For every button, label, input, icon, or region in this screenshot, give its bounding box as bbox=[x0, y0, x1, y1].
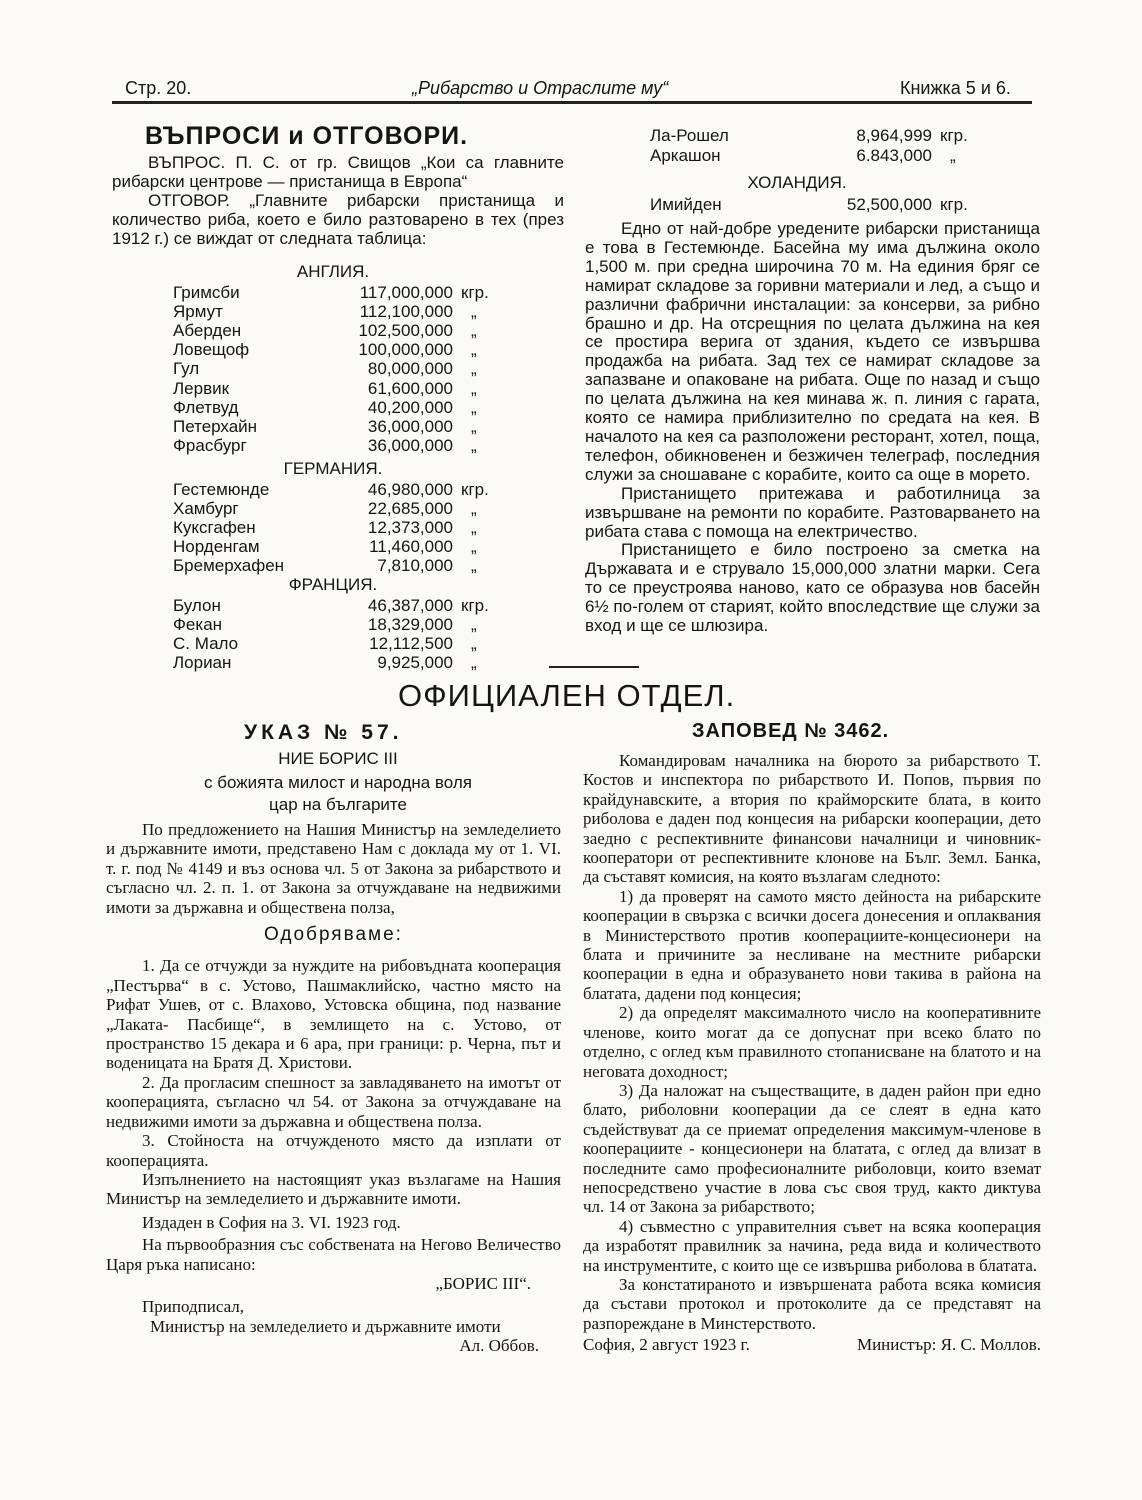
order-title: ЗАПОВЕД № 3462. bbox=[692, 720, 890, 742]
harbor-paragraph: Пристанището е било построено за сметка на Държавата и е струвало 15,000,000 златни марки. Сега то се преустроява наново, като се образува нов басейн 6½ по-голем от старият, който впоследствие ще служи за вход и ще се шлюзира. bbox=[585, 540, 1040, 636]
ditto-mark: „ bbox=[471, 359, 477, 379]
port-name: Хамбург bbox=[173, 499, 239, 519]
ditto-mark: „ bbox=[471, 518, 477, 538]
decree-countersigned: Приподписал, bbox=[142, 1297, 245, 1317]
port-amount: 100,000,000 bbox=[358, 340, 453, 360]
port-name: Имийден bbox=[650, 195, 722, 214]
unit-label: кгр. bbox=[461, 283, 489, 302]
port-name: Фекан bbox=[173, 615, 223, 635]
port-name: Гул bbox=[173, 359, 200, 379]
port-amount: 36,000,000 bbox=[367, 416, 453, 436]
ditto-mark: „ bbox=[471, 499, 477, 519]
qa-title: ВЪПРОСИ и ОТГОВОРИ. bbox=[145, 122, 469, 150]
decree-point: Изпълнението на настоящият указ възлагаме на Нашия Министър на земледелието и държавните имоти. bbox=[106, 1169, 561, 1209]
port-amount: 117,000,000 bbox=[359, 283, 453, 302]
decree-king: НИЕ БОРИС III bbox=[278, 749, 398, 768]
unit-label: кгр. bbox=[940, 195, 968, 214]
decree-signature: „БОРИС III“. bbox=[435, 1273, 531, 1293]
journal-title: „Рибарство и Отраслите му“ bbox=[412, 78, 669, 98]
port-amount: 9,925,000 bbox=[377, 653, 453, 673]
ditto-mark: „ bbox=[471, 556, 477, 576]
port-name: Аберден bbox=[173, 321, 242, 341]
decree-intro: По предложението на Нашия Министър на земледелието и държавните имоти, представено Нам с доклада му от 1. VI. т. г. под № 4149 и въз основа чл. 5 от Закона за рибарството и съгласно чл. 2. п. 1. от Закона за отчуждаване на недвижими имоти за държавна и обществена полза, bbox=[106, 820, 561, 917]
question-paragraph: ВЪПРОС. П. С. от гр. Свищов „Кои са главните рибарски центрове — пристанища в Европа“ bbox=[112, 153, 564, 191]
port-amount: 52,500,000 bbox=[846, 195, 932, 214]
decree-grace: с божията милост и народна воля bbox=[204, 773, 472, 792]
ditto-mark: „ bbox=[471, 340, 477, 360]
decree-point: 1. Да се отчужди за нуждите на рибовъдната кооперация „Пестърва“ в с. Устово, Пашмаклийско, частно място на Рифат Ушев, от с. Влахово, Устовска община, под название „Лаката- Пасбище“, в землището на с. Устово, от пространство 15 декара и 6 ара, при граници: р. Черна, път и воденицата на Братя Д. Христови. bbox=[106, 956, 561, 1073]
port-name: Норденгам bbox=[173, 537, 260, 557]
ditto-mark: „ bbox=[950, 146, 956, 165]
ditto-mark: „ bbox=[471, 397, 477, 417]
decree-body bbox=[106, 820, 561, 1356]
port-name: Ярмут bbox=[173, 302, 223, 322]
port-amount: 112,100,000 bbox=[359, 302, 453, 322]
port-amount: 6.843,000 bbox=[856, 146, 932, 165]
port-amount: 7,810,000 bbox=[377, 556, 453, 576]
decree-issued: Издаден в София на 3. VI. 1923 год. bbox=[142, 1212, 401, 1232]
harbor-paragraph: Едно от най-добре уредените рибарски пристанища е това в Гестемюнде. Басейна му има дължина около 1,500 м. при средна широчина 70 м. На единия бряг се намират складове за горивни материали и лед, а също и различни фабрични инсталации: за консерви, за рибно брашно и др. На отсрещния по целата дължина на кея се простира верига от здания, където се извършва продажба на рибата. Зад тех се намират складове за запазване и опаковане на рибата. Още по назад и също по целата дължина на кея минава ж. п. линия с гарата, която се намира приблизително по средата на кея. В началото на кея са разположени ресторант, хотел, поща, телефон, обикновенен и безжичен телеграф, последния служи за сношаване с корабите, които са още в морето. bbox=[585, 219, 1040, 484]
port-name: Куксгафен bbox=[173, 518, 256, 538]
decree-original: На първообразния със собствената на Негово Величество Царя ръка написано: bbox=[106, 1235, 561, 1274]
official-rule bbox=[549, 666, 639, 668]
port-name: Булон bbox=[173, 596, 221, 615]
order-point: 2) да определят максималното число на кооперативните членове, които могат да се допуснат при всеко блато по отделно, с оглед към правилното стопанисване на блатото и на неговата доходност; bbox=[583, 1003, 1041, 1081]
port-name: Ловещоф bbox=[173, 340, 250, 360]
port-name: Фрасбург bbox=[173, 435, 247, 455]
ditto-mark: „ bbox=[471, 435, 477, 455]
decree-minister-title: Министър на земледелието и държавните имоти bbox=[150, 1316, 501, 1336]
port-amount: 11,460,000 bbox=[369, 537, 453, 557]
answer-paragraph: ОТГОВОР. „Главните рибарски пристанища и количество риба, което е било разтоварено в тех (през 1912 г.) се виждат от следната таблица: bbox=[112, 190, 564, 248]
decree-point: 2. Да прогласим спешност за завладяването на имотът от кооперацията, съгласно чл 54. от Закона за отчуждаване на недвижими имоти за държавна и обществена полза. bbox=[106, 1072, 561, 1131]
official-section-title: ОФИЦИАЛЕН ОТДЕЛ. bbox=[398, 678, 736, 713]
order-place-date: София, 2 август 1923 г. bbox=[583, 1335, 750, 1355]
port-amount: 22,685,000 bbox=[367, 499, 453, 519]
ditto-mark: „ bbox=[471, 321, 477, 341]
port-name: Аркашон bbox=[650, 146, 721, 165]
order-point: За констатираното и извършената работа всяка комисия да състави протокол и протоколите да се представят на разпореждане в Минстерството. bbox=[583, 1274, 1041, 1333]
decree-tsar: цар на българите bbox=[269, 795, 407, 814]
issue-number: Книжка 5 и 6. bbox=[900, 78, 1011, 98]
port-amount: 61,600,000 bbox=[367, 378, 453, 398]
order-point: 4) съвместно с управителния съвет на всяка кооперация да изработят правилник за начина, реда вида и количеството на инструментите, с които ще се извършва риболова в блатата. bbox=[583, 1216, 1041, 1275]
country-heading: ХОЛАНДИЯ. bbox=[747, 173, 847, 192]
country-heading: ГЕРМАНИЯ. bbox=[283, 459, 383, 478]
ditto-mark: „ bbox=[471, 634, 477, 654]
ditto-mark: „ bbox=[471, 537, 477, 557]
port-amount: 36,000,000 bbox=[367, 435, 453, 455]
port-name: Лервик bbox=[173, 378, 230, 398]
port-amount: 102,500,000 bbox=[358, 321, 453, 341]
decree-preamble bbox=[112, 748, 564, 816]
order-signature: Министър: Я. С. Моллов. bbox=[856, 1335, 1041, 1355]
decree-point: 3. Стойноста на отчужденото място да изплати от кооперацията. bbox=[106, 1131, 561, 1170]
ditto-mark: „ bbox=[471, 615, 477, 635]
port-name: Флетвуд bbox=[173, 397, 239, 417]
port-name: Гримсби bbox=[173, 283, 240, 302]
port-name: Ла-Рошел bbox=[650, 126, 729, 145]
decree-title: УКАЗ № 57. bbox=[244, 721, 403, 744]
port-amount: 18,329,000 bbox=[367, 615, 453, 635]
decree-minister-name: Ал. Оббов. bbox=[459, 1336, 539, 1356]
order-footer bbox=[583, 1335, 1041, 1354]
harbor-description bbox=[585, 220, 1040, 636]
order-point: 3) Да наложат на съществащите, в даден район при едно блато, риболовни кооперации да се слеят в една като съдействуват да се приемат определения максимум-членове в кооперациите - концесионери на блатата, с оглед да влизат в последните само професионалните риболовци, които вземат непосредствено участие в лова със своя труд, както диктува чл. 14 от Закона за рибарството; bbox=[583, 1080, 1041, 1217]
header-rule bbox=[112, 101, 1032, 104]
unit-label: кгр. bbox=[461, 596, 489, 615]
ditto-mark: „ bbox=[471, 302, 477, 322]
qa-text bbox=[112, 154, 564, 249]
harbor-paragraph: Пристанището притежава и работилница за извършване на ремонти по корабите. Разтоварването на рибата става с помоща на електричество. bbox=[585, 483, 1040, 541]
port-amount: 46,387,000 bbox=[367, 596, 453, 615]
order-point: 1) да проверят на самото място дейноста на рибарските кооперации в свързка с всички досега донесения и оплаквания в Министерството против кооперациите-концесионери на блата и причините за несливане на местните рибарски кооперации в една и образуването нови такива в района на блатата, дадени под концесия; bbox=[583, 886, 1041, 1003]
order-body bbox=[583, 751, 1041, 1355]
port-amount: 12,112,500 bbox=[369, 634, 453, 654]
port-amount: 46,980,000 bbox=[367, 480, 453, 499]
country-heading: ФРАНЦИЯ. bbox=[288, 575, 378, 594]
country-heading: АНГЛИЯ. bbox=[296, 262, 370, 281]
ditto-mark: „ bbox=[471, 378, 477, 398]
page-number: Стр. 20. bbox=[125, 78, 192, 98]
port-name: Бремерхафен bbox=[173, 556, 285, 576]
order-intro: Командировам началника на бюрото за рибарството Т. Костов и инспектора по рибарството И. Попов, първия по крайдунавските, а втория по крайморските блата, в които риболова е даден под концесия на рибарски кооперации, дето заедно с респективните финансови началници и чиновник-кооператори от респективните клонове на Бълг. Земл. Банка, да съставят комисия, на която възлагам следното: bbox=[583, 751, 1041, 887]
port-name: Гестемюнде bbox=[173, 480, 270, 499]
unit-label: кгр. bbox=[461, 480, 489, 499]
port-name: С. Мало bbox=[173, 634, 239, 654]
ditto-mark: „ bbox=[471, 653, 477, 673]
decree-approve: Одобряваме: bbox=[264, 924, 403, 946]
ditto-mark: „ bbox=[471, 416, 477, 436]
port-name: Лориан bbox=[173, 653, 232, 673]
unit-label: кгр. bbox=[940, 126, 968, 145]
port-amount: 12,373,000 bbox=[367, 518, 453, 538]
port-amount: 8,964,999 bbox=[856, 126, 932, 145]
port-amount: 40,200,000 bbox=[367, 397, 453, 417]
port-amount: 80,000,000 bbox=[367, 359, 453, 379]
port-name: Петерхайн bbox=[173, 416, 258, 436]
